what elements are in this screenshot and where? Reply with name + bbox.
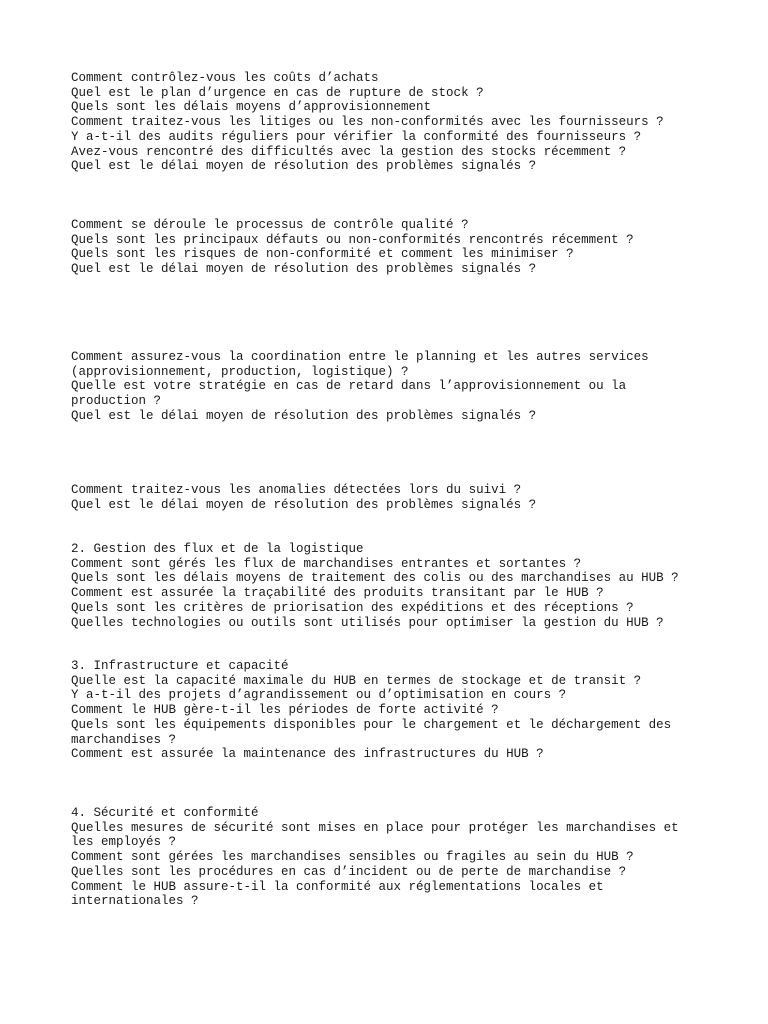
text-line: Quelle est la capacité maximale du HUB en termes de stockage et de transit ?: [71, 673, 642, 688]
text-line: (approvisionnement, production, logistique) ?: [71, 364, 409, 379]
text-line: internationales ?: [71, 894, 199, 909]
text-line: Quels sont les équipements disponibles pour le chargement et le déchargement des: [71, 717, 672, 732]
section-flux-logistique: [71, 542, 691, 630]
text-line: Comment sont gérés les flux de marchandises entrantes et sortantes ?: [71, 556, 582, 571]
text-line: Quelles technologies ou outils sont utilisés pour optimiser la gestion du HUB ?: [71, 615, 664, 630]
text-line: Comment est assurée la traçabilité des produits transitant par le HUB ?: [71, 586, 604, 601]
text-line: les employés ?: [71, 835, 177, 850]
text-line: Comment contrôlez-vous les coûts d’achats: [71, 71, 379, 85]
text-line: Avez-vous rencontré des difficultés avec la gestion des stocks récemment ?: [71, 144, 627, 159]
section-heading: 2. Gestion des flux et de la logistique: [71, 542, 364, 556]
question-block-quality: [71, 218, 691, 277]
question-block-purchasing: [71, 71, 691, 174]
question-block-planning: [71, 350, 691, 424]
section-heading: 4. Sécurité et conformité: [71, 806, 259, 820]
text-line: Quels sont les délais moyens d’approvisionnement: [71, 100, 432, 115]
text-line: Quels sont les délais moyens de traitement des colis ou des marchandises au HUB ?: [71, 571, 679, 586]
section-securite-conformite: [71, 806, 691, 909]
text-line: Quels sont les critères de priorisation des expéditions et des réceptions ?: [71, 600, 634, 615]
text-line: Comment traitez-vous les anomalies détectées lors du suivi ?: [71, 483, 522, 497]
text-line: Quel est le délai moyen de résolution des problèmes signalés ?: [71, 159, 537, 174]
section-heading: 3. Infrastructure et capacité: [71, 659, 289, 673]
text-line: Quelle est votre stratégie en cas de retard dans l’approvisionnement ou la: [71, 379, 627, 394]
text-line: Quels sont les risques de non-conformité et comment les minimiser ?: [71, 247, 574, 262]
text-line: production ?: [71, 394, 162, 409]
text-line: Comment le HUB assure-t-il la conformité aux réglementations locales et: [71, 879, 604, 894]
question-block-monitoring: [71, 483, 691, 512]
text-line: Comment le HUB gère-t-il les périodes de forte activité ?: [71, 703, 499, 718]
text-line: Quel est le plan d’urgence en cas de rupture de stock ?: [71, 85, 484, 100]
text-line: marchandises ?: [71, 732, 177, 747]
text-line: Quels sont les principaux défauts ou non-conformités rencontrés récemment ?: [71, 232, 634, 247]
text-line: Quel est le délai moyen de résolution des problèmes signalés ?: [71, 497, 537, 512]
text-line: Comment sont gérées les marchandises sensibles ou fragiles au sein du HUB ?: [71, 850, 634, 865]
section-infrastructure-capacite: [71, 659, 691, 762]
text-line: Y a-t-il des projets d’agrandissement ou d’optimisation en cours ?: [71, 688, 567, 703]
text-line: Quel est le délai moyen de résolution des problèmes signalés ?: [71, 262, 537, 277]
text-line: Comment traitez-vous les litiges ou les non-conformités avec les fournisseurs ?: [71, 115, 664, 130]
text-line: Y a-t-il des audits réguliers pour vérifier la conformité des fournisseurs ?: [71, 129, 642, 144]
text-line: Quelles sont les procédures en cas d’incident ou de perte de marchandise ?: [71, 864, 627, 879]
text-line: Comment est assurée la maintenance des infrastructures du HUB ?: [71, 747, 544, 762]
text-line: Comment se déroule le processus de contrôle qualité ?: [71, 218, 469, 232]
text-line: Quelles mesures de sécurité sont mises en place pour protéger les marchandises et: [71, 820, 679, 835]
text-line: Comment assurez-vous la coordination entre le planning et les autres services: [71, 350, 649, 364]
text-line: Quel est le délai moyen de résolution des problèmes signalés ?: [71, 408, 537, 423]
